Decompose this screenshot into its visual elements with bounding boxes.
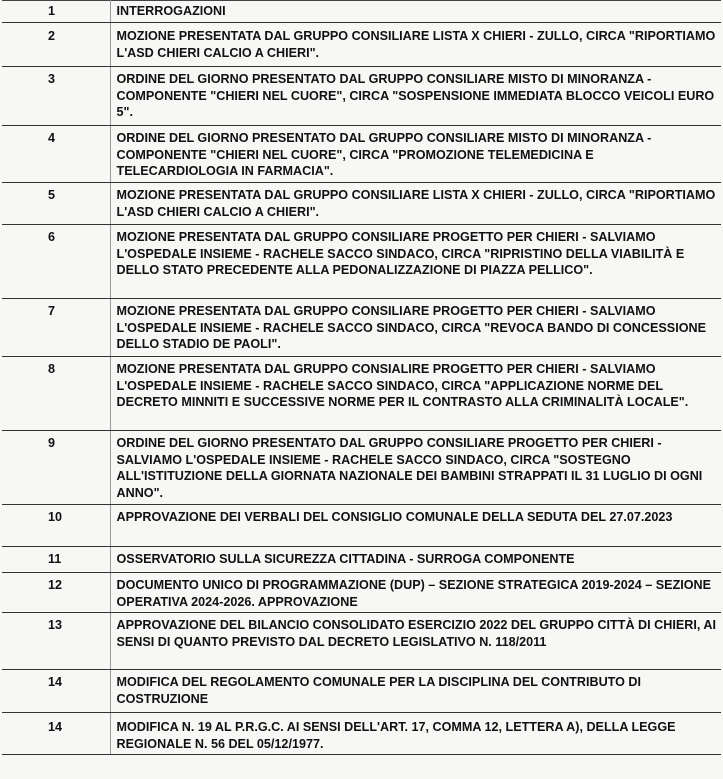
item-number: 1 xyxy=(2,1,110,23)
agenda-row xyxy=(2,713,721,755)
agenda-row xyxy=(2,299,721,357)
agenda-row xyxy=(2,126,721,183)
item-number: 14 xyxy=(2,670,110,713)
item-number: 2 xyxy=(2,23,110,67)
item-description: APPROVAZIONE DEI VERBALI DEL CONSIGLIO COMUNALE DELLA SEDUTA DEL 27.07.2023 xyxy=(110,505,721,547)
item-description: ORDINE DEL GIORNO PRESENTATO DAL GRUPPO CONSILIARE MISTO DI MINORANZA - COMPONENTE "CHIERI NEL CUORE", CIRCA "PROMOZIONE TELEMEDICINA E TELECARDIOLOGIA IN FARMACIA". xyxy=(110,126,721,183)
agenda-row xyxy=(2,431,721,505)
item-description: MOZIONE PRESENTATA DAL GRUPPO CONSIALIRE PROGETTO PER CHIERI - SALVIAMO L'OSPEDALE INSIEME - RACHELE SACCO SINDACO, CIRCA "APPLICAZIONE NORME DEL DECRETO MINNITI E SUCCESSIVE NORME PER IL CONTRASTO ALLA CRIMINALITÀ LOCALE". xyxy=(110,357,721,431)
agenda-row xyxy=(2,225,721,299)
item-description: MOZIONE PRESENTATA DAL GRUPPO CONSILIARE PROGETTO PER CHIERI - SALVIAMO L'OSPEDALE INSIEME - RACHELE SACCO SINDACO, CIRCA "REVOCA BANDO DI CONCESSIONE DELLO STADIO DE PAOLI". xyxy=(110,299,721,357)
agenda-row xyxy=(2,573,721,613)
item-description: INTERROGAZIONI xyxy=(110,1,721,23)
item-description: MOZIONE PRESENTATA DAL GRUPPO CONSILIARE PROGETTO PER CHIERI - SALVIAMO L'OSPEDALE INSIEME - RACHELE SACCO SINDACO, CIRCA "RIPRISTINO DELLA VIABILITÀ E DELLO STATO PRECEDENTE ALLA PEDONALIZZAZIONE DI PIAZZA PELLICO". xyxy=(110,225,721,299)
item-number: 8 xyxy=(2,357,110,431)
item-description: ORDINE DEL GIORNO PRESENTATO DAL GRUPPO CONSILIARE MISTO DI MINORANZA - COMPONENTE "CHIERI NEL CUORE", CIRCA "SOSPENSIONE IMMEDIATA BLOCCO VEICOLI EURO 5". xyxy=(110,67,721,126)
agenda-table xyxy=(2,0,721,755)
agenda-row xyxy=(2,670,721,713)
item-description: APPROVAZIONE DEL BILANCIO CONSOLIDATO ESERCIZIO 2022 DEL GRUPPO CITTÀ DI CHIERI, AI SENSI DI QUANTO PREVISTO DAL DECRETO LEGISLATIVO N. 118/2011 xyxy=(110,613,721,670)
item-number: 7 xyxy=(2,299,110,357)
item-description: MOZIONE PRESENTATA DAL GRUPPO CONSILIARE LISTA X CHIERI - ZULLO, CIRCA "RIPORTIAMO L'ASD CHIERI CALCIO A CHIERI". xyxy=(110,183,721,225)
item-description: MOZIONE PRESENTATA DAL GRUPPO CONSILIARE LISTA X CHIERI - ZULLO, CIRCA "RIPORTIAMO L'ASD CHIERI CALCIO A CHIERI". xyxy=(110,23,721,67)
item-description: OSSERVATORIO SULLA SICUREZZA CITTADINA - SURROGA COMPONENTE xyxy=(110,547,721,573)
agenda-row xyxy=(2,547,721,573)
item-description: ORDINE DEL GIORNO PRESENTATO DAL GRUPPO CONSILIARE PROGETTO PER CHIERI - SALVIAMO L'OSPEDALE INSIEME - RACHELE SACCO SINDACO, CIRCA "SOSTEGNO ALL'ISTITUZIONE DELLA GIORNATA NAZIONALE DEI BAMBINI STRAPPATI IL 31 LUGLIO DI OGNI ANNO". xyxy=(110,431,721,505)
item-number: 6 xyxy=(2,225,110,299)
agenda-row xyxy=(2,1,721,23)
item-description: MODIFICA N. 19 AL P.R.G.C. AI SENSI DELL'ART. 17, COMMA 12, LETTERA A), DELLA LEGGE REGIONALE N. 56 DEL 05/12/1977. xyxy=(110,713,721,755)
item-number: 14 xyxy=(2,713,110,755)
agenda-row xyxy=(2,613,721,670)
item-number: 10 xyxy=(2,505,110,547)
item-number: 4 xyxy=(2,126,110,183)
agenda-row xyxy=(2,23,721,67)
item-number: 12 xyxy=(2,573,110,613)
item-description: MODIFICA DEL REGOLAMENTO COMUNALE PER LA DISCIPLINA DEL CONTRIBUTO DI COSTRUZIONE xyxy=(110,670,721,713)
item-number: 3 xyxy=(2,67,110,126)
item-number: 5 xyxy=(2,183,110,225)
agenda-row xyxy=(2,183,721,225)
item-number: 13 xyxy=(2,613,110,670)
item-number: 11 xyxy=(2,547,110,573)
item-description: DOCUMENTO UNICO DI PROGRAMMAZIONE (DUP) – SEZIONE STRATEGICA 2019-2024 – SEZIONE OPERATIVA 2024-2026. APPROVAZIONE xyxy=(110,573,721,613)
agenda-row xyxy=(2,357,721,431)
item-number: 9 xyxy=(2,431,110,505)
agenda-row xyxy=(2,67,721,126)
agenda-row xyxy=(2,505,721,547)
